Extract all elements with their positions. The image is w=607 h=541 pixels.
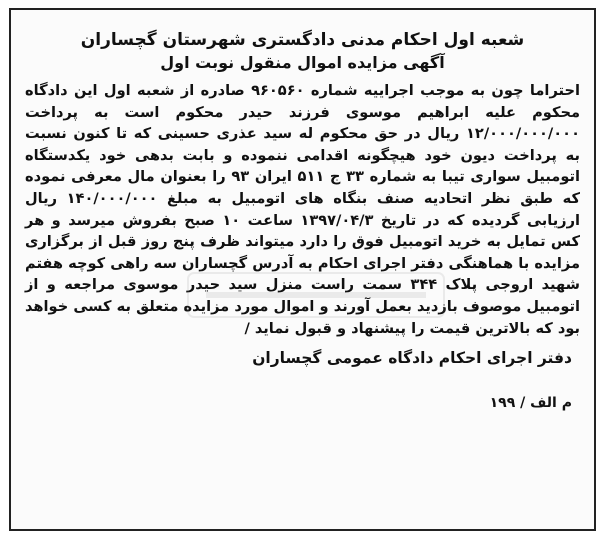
notice-title: شعبه اول احکام مدنی دادگستری شهرستان گچساران (80, 30, 525, 50)
notice-body: احتراما چون به موجب اجراییه شماره ۹۶۰۵۶۰ صادره از شعبه اول این دادگاه محکوم علیه ابراهیم موسوی فرزند حیدر محکوم است به پرداخت ۱۲/۰۰۰/۰۰۰/۰۰۰ ریال در حق محکوم له سید عذری حسینی که تا کنون نسبت به پرداخت دیون خود هیچگونه اقدامی ننموده و بابت بدهی خود یکدستگاه اتومبیل سواری تیبا به شماره ۳۳ ج ۵۱۱ ایران ۹۳ را بعنوان مال معرفی نموده که طبق نظر اتحادیه صنف بنگاه های اتومبیل به مبلغ ۱۴۰/۰۰۰/۰۰۰ ریال ارزیابی گردیده که در تاریخ ۱۳۹۷/۰۴/۳ ساعت ۱۰ صبح بفروش میرسد و هر کس تمایل به خرید اتومبیل فوق را دارد میتواند ظرف پنج روز قبل از برگزاری مزایده با هماهنگی دفتر اجرای احکام به آدرس گچساران سه راهی کوچه هفتم شهید اروجی پلاک ۳۴۴ سمت راست منزل سید حیدر موسوی مراجعه و از اتومبیل موصوف بازدید بعمل آورند و اموال مورد مزایده متعلق به کسی خواهد بود که بالاترین قیمت را پیشنهاد و قبول نماید / (25, 82, 580, 337)
notice-signature: دفتر اجرای احکام دادگاه عمومی گچساران (252, 349, 572, 368)
notice-reference: م الف / ۱۹۹ (489, 395, 572, 412)
notice-subtitle: آگهی مزایده اموال منقول نوبت اول (160, 53, 445, 72)
notice-frame (9, 8, 596, 531)
notice-header (11, 28, 594, 74)
